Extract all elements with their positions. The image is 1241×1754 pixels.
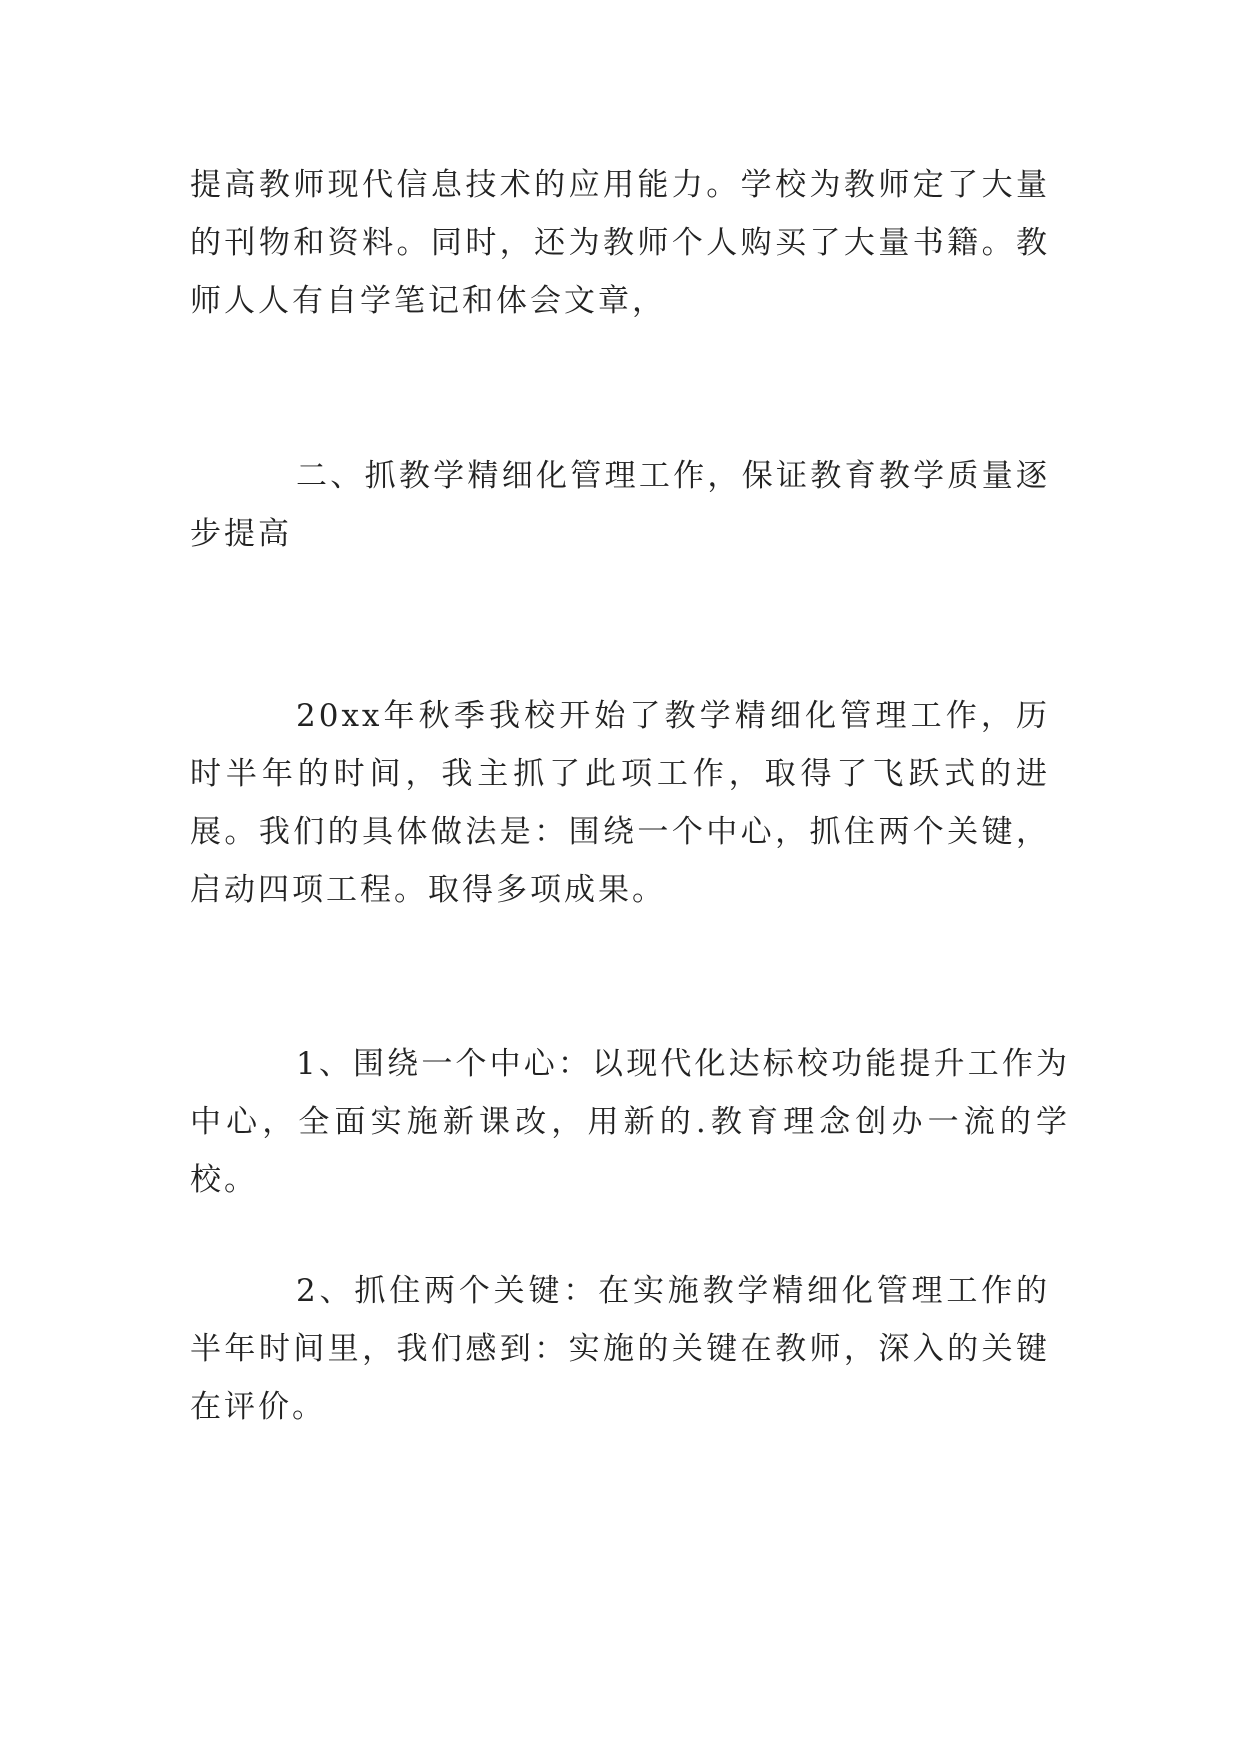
list-item-one-center: 1、围绕一个中心：以现代化达标校功能提升工作为中心，全面实施新课改，用新的.教育理念创办一流的学校。 — [190, 1046, 1070, 1198]
body-paragraph-fine-management: 20xx年秋季我校开始了教学精细化管理工作，历时半年的时间，我主抓了此项工作，取得了飞跃式的进展。我们的具体做法是：围绕一个中心，抓住两个关键，启动四项工程。取得多项成果。 — [190, 698, 1050, 908]
section-heading-fine-management: 二、抓教学精细化管理工作，保证教育教学质量逐步提高 — [190, 458, 1050, 552]
body-paragraph-teacher-training: 提高教师现代信息技术的应用能力。学校为教师定了大量的刊物和资料。同时，还为教师个人购买了大量书籍。教师人人有自学笔记和体会文章， — [190, 167, 1050, 319]
list-item-two-keys: 2、抓住两个关键：在实施教学精细化管理工作的半年时间里，我们感到：实施的关键在教师，深入的关键在评价。 — [190, 1273, 1050, 1425]
